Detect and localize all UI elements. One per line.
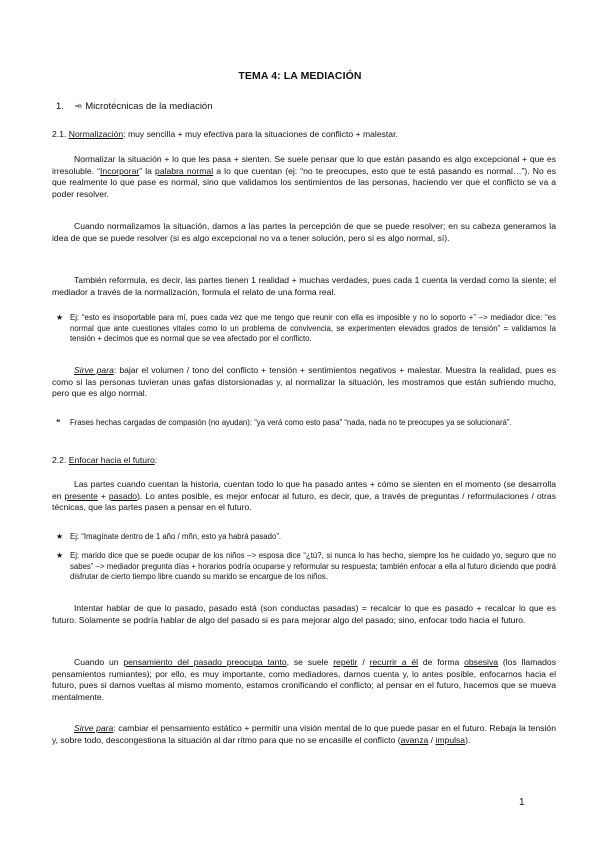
section-2-2-heading bbox=[52, 455, 556, 467]
quote-text: Frases hechas cargadas de compasión (no ayudan): “ya verá como esto pasa” “nada, nada no te preocupes ya se solucionará”. bbox=[70, 418, 512, 427]
underlined-text: obsesiva bbox=[464, 657, 499, 667]
text-run: : bbox=[154, 455, 158, 465]
underlined-text: Incorporar bbox=[100, 165, 140, 176]
text-run: a lo que cuentan (ej: “no te preocupes, esto que te está pasando es normal…”). No es que realmente lo que pase es normal, sino que validamos los sentimientos de las personas, haciendo ver que el conflicto se va a poder resolver. bbox=[52, 165, 556, 199]
paragraph-sirve-para-2 bbox=[52, 723, 556, 746]
sirve-para-text: : bajar el volumen / tono del conflicto + tensión + sentimientos negativos + malestar. Muestra la realidad, pues es como si las personas tuvieran unas gafas distorsionadas y, al normalizar la situación, les mostramos que están sufriendo mucho, pero que es algo normal. bbox=[52, 365, 557, 399]
arrow-icon: ➾ bbox=[74, 101, 83, 112]
section-2-1-title: Normalización bbox=[68, 129, 124, 139]
section-2-2-number: 2.2. bbox=[52, 455, 67, 465]
bullet-example-3 bbox=[56, 551, 556, 583]
underlined-text: impulsa bbox=[435, 734, 466, 745]
underlined-text: avanza bbox=[400, 734, 429, 745]
section-2-1-intro: : muy sencilla + muy efectiva para la situaciones de conflicto + malestar. bbox=[123, 129, 398, 139]
underlined-text: recurrir a él bbox=[369, 657, 419, 667]
star-icon: ★ bbox=[56, 551, 64, 560]
text-run: Las partes cuando cuentan la historia, cuentan todo lo que ha pasado antes + cómo se sienten en el momento (se desarrolla en bbox=[52, 479, 556, 501]
paragraph-tambien-reformula: También reformula, es decir, las partes tienen 1 realidad + muchas verdades, pues cada 1 cuenta la verdad como la siente; el mediador a través de la normalización, formula el relato de una forma real. bbox=[52, 275, 556, 297]
text-run: (los llamados pensamientos rumiantes); por ello, es muy importante, como mediadores, darnos cuenta y, lo antes posible, enfocarnos hacia el futuro, pues si damos vueltas al mismo momento, estamos cronificando el conflicto; al pensar en el futuro, hacemos que se mueva mentalmente. bbox=[52, 657, 556, 702]
text-run: , se suele bbox=[286, 657, 334, 667]
underlined-text: repetir bbox=[333, 657, 358, 667]
bullet-text: Ej: “esto es insoportable para mí, pues cada vez que me tengo que reunir con ella es imposible y no lo soporto +” –> mediador dice: “es normal que ante cuestiones vitales como lo un problema de convivencia, se experimenten elevados grados de tensión” = validamos la tensión + decimos que es normal que se vea afectado por el conflicto. bbox=[70, 313, 556, 344]
underlined-text: pasado bbox=[108, 490, 138, 501]
bullet-example-2 bbox=[56, 532, 556, 543]
text-run: ). bbox=[465, 734, 471, 745]
sirve-para-label: Sirve para bbox=[74, 723, 114, 733]
text-run: de forma bbox=[418, 657, 465, 667]
sirve-para-label: Sirve para bbox=[74, 365, 114, 375]
underlined-text: pensamiento del pasado preocupa tanto bbox=[123, 657, 287, 667]
text-run: ). Lo antes posible, es mejor enfocar al futuro, es decir, que, a través de preguntas / reformulaciones / otras técnicas, que las partes pasen a pensar en el futuro. bbox=[52, 490, 556, 513]
star-icon: ★ bbox=[56, 313, 64, 322]
paragraph-intentar-hablar: Intentar hablar de que lo pasado, pasado está (son conductas pasadas) = recalcar lo que es pasado + recalcar lo que es futuro. Solamente se podría hablar de algo del pasado si es para mejorar algo del pasado; sino, enfocar todo hacia el futuro. bbox=[52, 603, 556, 625]
quote-note bbox=[56, 418, 556, 429]
text-run: / bbox=[428, 734, 436, 745]
section-2-1-heading bbox=[52, 129, 556, 141]
bullet-example-1 bbox=[56, 313, 556, 345]
document-title: TEMA 4: LA MEDIACIÓN bbox=[238, 70, 362, 82]
text-run: ” la bbox=[139, 165, 156, 176]
star-icon: ★ bbox=[56, 532, 64, 541]
bullet-text: Ej: “Imagínate dentro de 1 año / mñn, esto ya habrá pasado”. bbox=[70, 532, 282, 541]
section-1-heading bbox=[56, 101, 213, 112]
paragraph-sirve-para bbox=[52, 365, 556, 400]
text-run: / bbox=[357, 657, 370, 667]
underlined-text: palabra normal bbox=[155, 165, 214, 176]
paragraph-cuando-normalizamos: Cuando normalizamos la situación, damos a las partes la percepción de que se puede resolver; en su cabeza generamos la idea de que se puede resolver (si es algo excepcional no va a tener solución, pero si es algo normal, sí). bbox=[52, 221, 556, 243]
paragraph-las-partes bbox=[52, 479, 556, 514]
text-run: Normalizar la situación + lo que les pasa + sienten. Se suele pensar que lo que están pasando es algo excepcional + que es irresoluble. “ bbox=[52, 154, 556, 176]
paragraph-normalizar bbox=[52, 154, 556, 200]
section-1-label: Microtécnicas de la mediación bbox=[85, 101, 213, 112]
quote-icon: ❝ bbox=[56, 418, 61, 427]
section-2-1-number: 2.1. bbox=[52, 129, 67, 139]
bullet-text: Ej: marido dice que se puede ocupar de los niños –> esposa dice “¿tú?, si nunca lo has hecho, siempre los he cuidado yo, seguro que no sabes” –> mediador pregunta días + horarios podría ocuparse y reformular su respuesta; también enfocar a ella al futuro diciendo que podrá disfrutar de cierto tiempo libre cuando su marido se encargue de los niños. bbox=[70, 551, 556, 582]
text-run: + bbox=[97, 490, 109, 501]
section-2-2-title: Enfocar hacia el futuro bbox=[68, 455, 155, 465]
underlined-text: presente bbox=[64, 490, 98, 501]
text-run: : cambiar el pensamiento estático + permitir una visión mental de lo que puede pasar en el futuro. Rebaja la tensión y, sobre todo, descongestiona la situación al dar ritmo para que no se encasille el conflicto ( bbox=[52, 723, 556, 745]
section-1-number: 1. bbox=[56, 101, 64, 112]
text-run: Cuando un bbox=[74, 657, 124, 667]
page-number: 1 bbox=[519, 797, 525, 808]
paragraph-cuando-un-pensamiento bbox=[52, 657, 556, 703]
